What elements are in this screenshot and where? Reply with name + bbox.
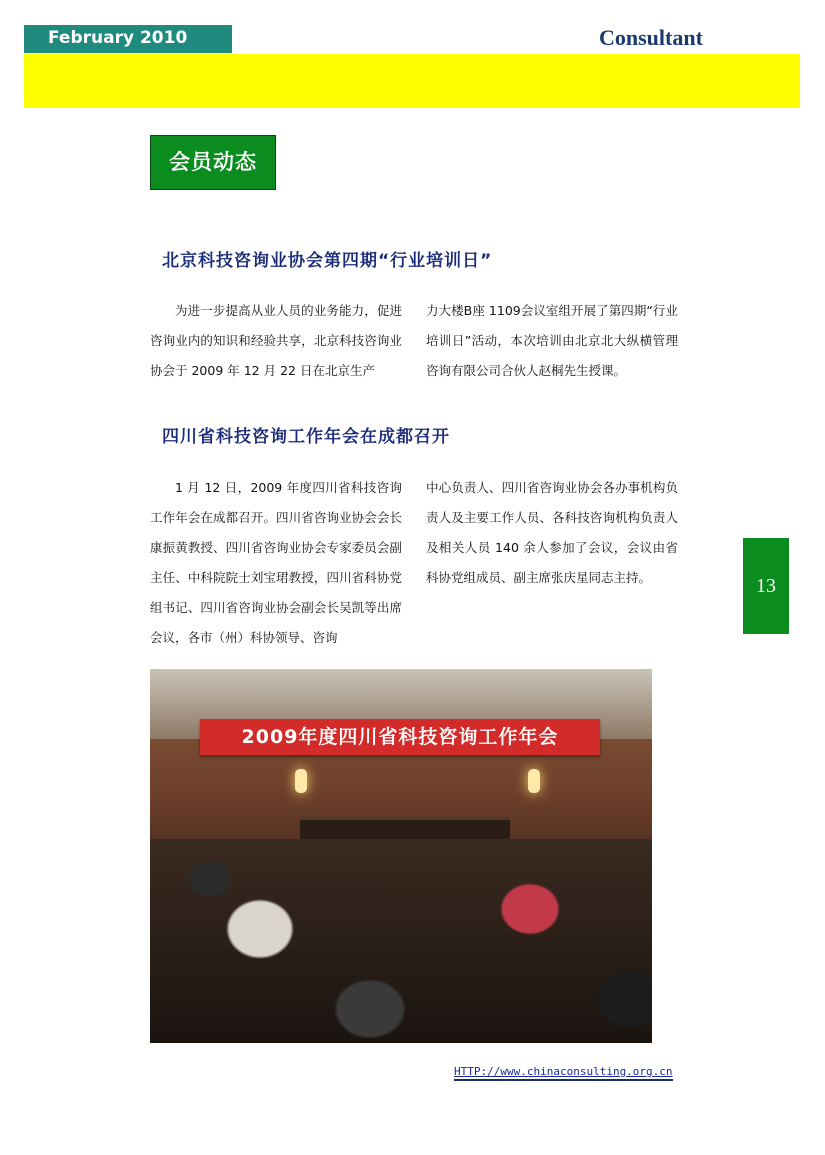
- article-1-right-column: [426, 296, 678, 386]
- magazine-title: Consultant: [599, 25, 703, 50]
- article-1-left-text: 为进一步提高从业人员的业务能力，促进咨询业内的知识和经验共享，北京科技咨询业协会于 2009 年 12 月 22 日在北京生产: [150, 303, 402, 378]
- article-1-right-text: 力大楼B座 1109会议室组开展了第四期“行业培训日”活动，本次培训由北京北大纵横管理咨询有限公司合伙人赵桐先生授课。: [426, 303, 678, 378]
- website-link[interactable]: HTTP://www.chinaconsulting.org.cn: [454, 1065, 673, 1081]
- article-1-title: 北京科技咨询业协会第四期“行业培训日”: [162, 251, 493, 271]
- article-2-left-text: 1 月 12 日，2009 年度四川省科技咨询工作年会在成都召开。四川省咨询业协会会长康振黄教授、四川省咨询业协会专家委员会副主任、中科院院士刘宝珺教授，四川省科协党组书记、四川省咨询业协会副会长吴凯等出席会议，各市（州）科协领导、咨询: [150, 480, 402, 645]
- photo-banner: 2009年度四川省科技咨询工作年会: [200, 719, 600, 755]
- issue-date: February 2010: [24, 25, 232, 53]
- article-1-left-column: [150, 296, 402, 386]
- conference-photo: [150, 669, 652, 1043]
- section-label: 会员动态: [150, 135, 276, 190]
- page-number: 13: [743, 538, 789, 634]
- header-band: [24, 54, 800, 108]
- podium-table: [300, 817, 510, 840]
- audience: [150, 839, 652, 1043]
- article-2-title: 四川省科技咨询工作年会在成都召开: [162, 427, 450, 447]
- article-2-left-column: [150, 473, 402, 653]
- article-2-right-text: 中心负责人、四川省咨询业协会各办事机构负责人及主要工作人员、各科技咨询机构负责人及相关人员 140 余人参加了会议，会议由省科协党组成员、副主席张庆星同志主持。: [426, 480, 678, 585]
- wall-lamp-right: [528, 769, 540, 793]
- wall-lamp-left: [295, 769, 307, 793]
- article-2-right-column: [426, 473, 678, 593]
